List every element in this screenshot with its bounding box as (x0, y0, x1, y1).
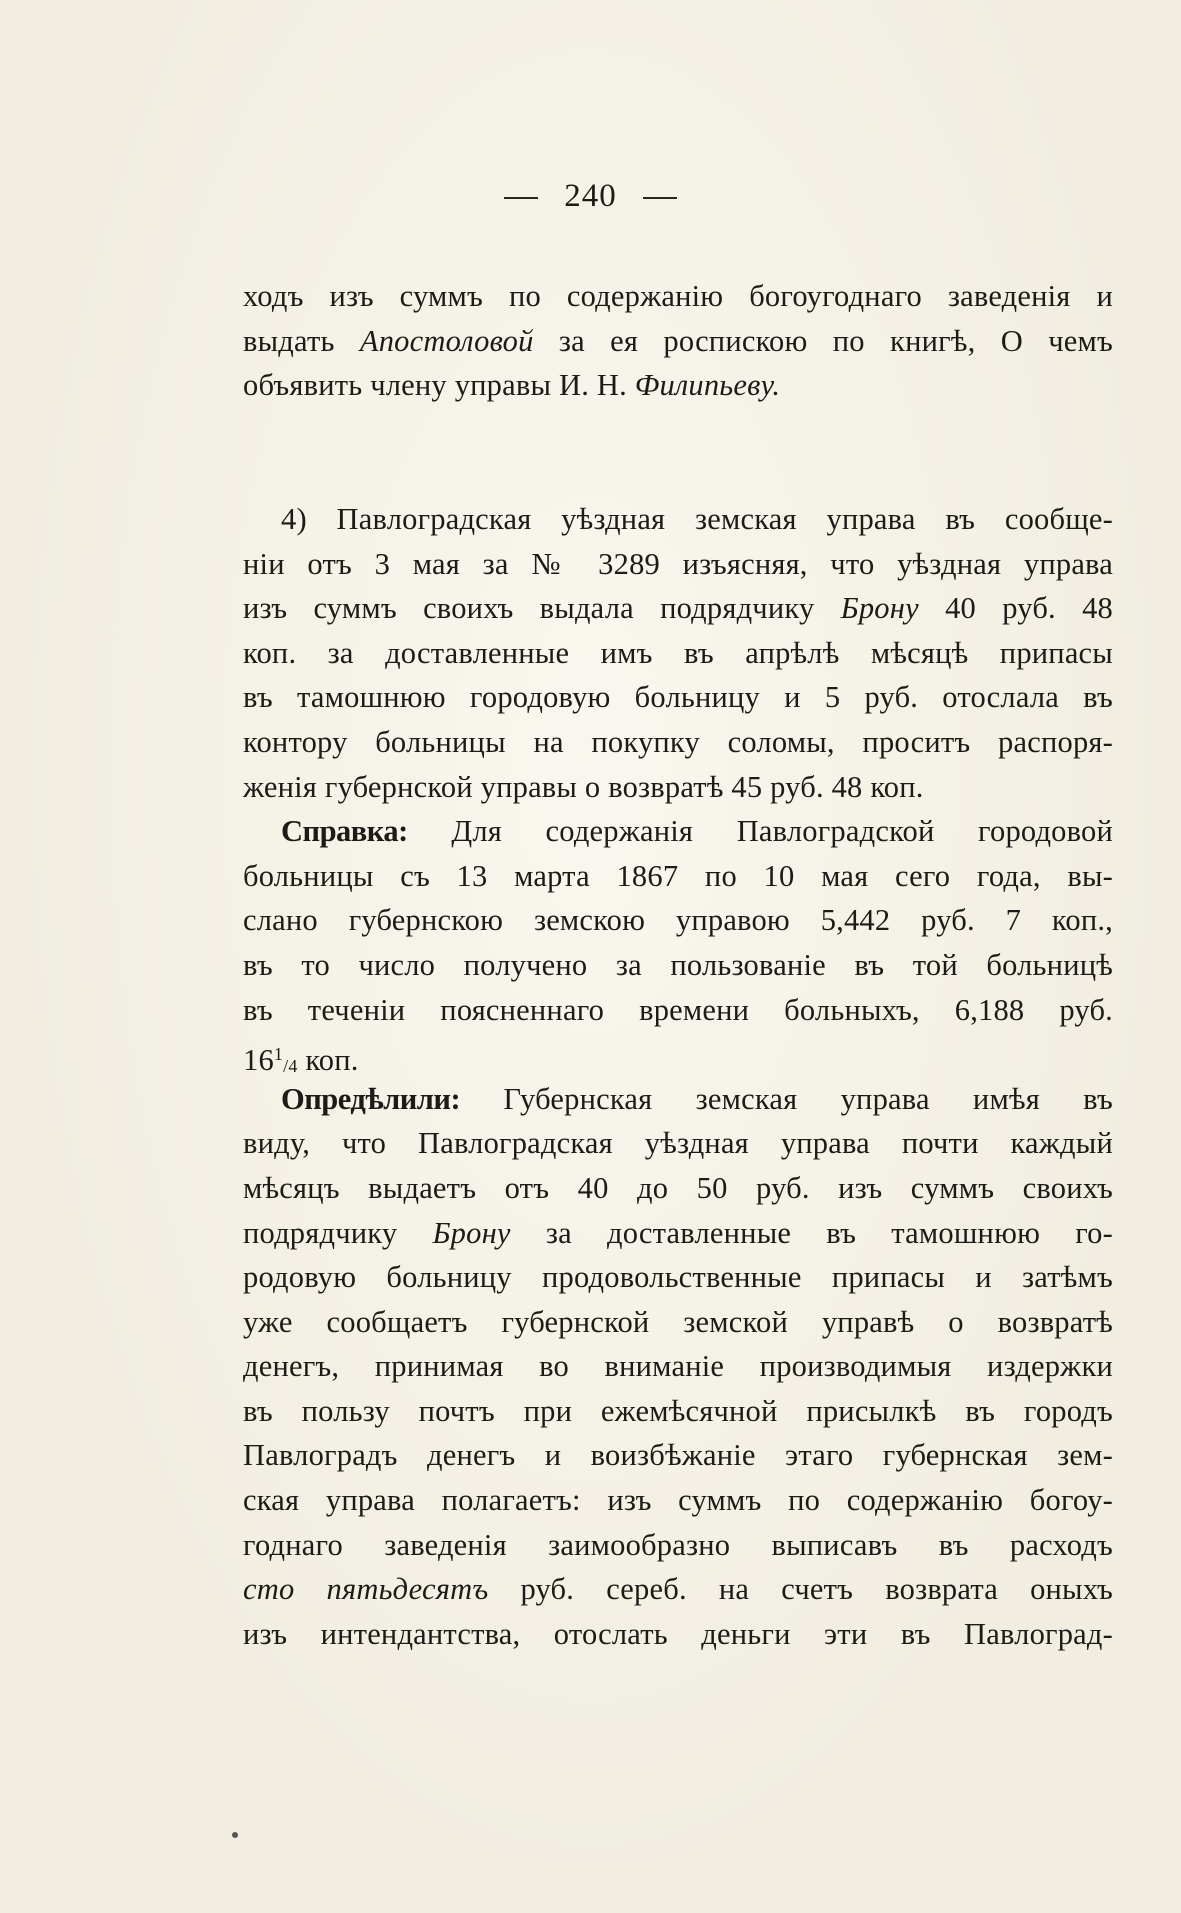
page-header (0, 178, 1181, 215)
text-line: въ то число получено за пользованіе въ той больницѣ (243, 947, 1113, 982)
text-line: мѣсяцъ выдаетъ отъ 40 до 50 руб. изъ суммъ своихъ (243, 1170, 1113, 1205)
text-line: годнаго заведенія заимообразно выписавъ въ расходъ (243, 1527, 1113, 1562)
text-line: ходъ изъ суммъ по содержанію богоугоднаго заведенія и (243, 279, 1113, 313)
text-run: коп. (297, 1043, 359, 1078)
text-line: изъ интендантства, отослать деньги эти въ Павлоград- (243, 1616, 1113, 1651)
text-run: за доставленные въ тамошнюю го- (510, 1215, 1113, 1250)
fraction-numerator: 1 (273, 1044, 284, 1065)
text-line (243, 1032, 1113, 1077)
text-line: коп. за доставленные имъ въ апрѣлѣ мѣсяцѣ припасы (243, 635, 1113, 670)
text-line: уже сообщаетъ губернской земской управѣ о возвратѣ (243, 1304, 1113, 1339)
text-line: денегъ, принимая во вниманіе производимыя издержки (243, 1349, 1113, 1384)
paragraph-4 (243, 497, 1113, 1656)
page-number: 240 (564, 178, 617, 214)
right-dash (643, 197, 677, 199)
text-line (243, 363, 1113, 408)
text-run: выдать (243, 323, 360, 358)
text-run: изъ суммъ своихъ выдала подрядчику (243, 591, 841, 626)
italic-name: Брону (432, 1215, 511, 1250)
text-line: слано губернскою земскою управою 5,442 руб. 7 коп., (243, 903, 1113, 938)
fraction-denominator: 4 (288, 1056, 298, 1077)
text-line (243, 1567, 1113, 1612)
italic-name: Филипьеву. (634, 368, 781, 403)
text-line: ская управа полагаетъ: изъ суммъ по содержанію богоу- (243, 1483, 1113, 1518)
italic-name: Брону (840, 591, 919, 626)
text-line: ніи отъ 3 мая за № 3289 изъясняя, что уѣздная управа (243, 546, 1113, 581)
text-run: Губернская земская управа имѣя въ (460, 1081, 1113, 1116)
text-run: за ея роспискою по книгѣ, О чемъ (533, 323, 1113, 358)
fraction-slash: / (283, 1056, 289, 1077)
text-line (243, 809, 1113, 854)
text-line (243, 1077, 1113, 1122)
text-line: 4) Павлоградская уѣздная земская управа въ сообще- (281, 502, 1113, 536)
text-run: 16 (243, 1043, 274, 1078)
opredelili-label: Опредѣлили: (281, 1081, 461, 1116)
spravka-label: Справка: (281, 814, 408, 849)
text-run: Для содержанія Павлоградской городовой (407, 814, 1113, 849)
text-line (243, 1211, 1113, 1256)
text-line: въ пользу почтъ при ежемѣсячной присылкѣ въ городъ (243, 1393, 1113, 1428)
text-run: объявить члену управы И. Н. (243, 368, 635, 403)
italic-name: Апостоловой (359, 323, 534, 358)
left-dash (504, 197, 538, 199)
text-line: женія губернской управы о возвратѣ 45 руб. 48 коп. (243, 769, 924, 804)
text-line: Павлоградъ денегъ и воизбѣжаніе этаго губернская зем- (243, 1438, 1113, 1473)
text-line: больницы съ 13 марта 1867 по 10 мая сего года, вы- (243, 858, 1113, 893)
text-line: родовую больницу продовольственные припасы и затѣмъ (243, 1260, 1113, 1295)
italic-amount: сто пятьдесятъ (243, 1572, 489, 1607)
text-line: въ тамошнюю городовую больницу и 5 руб. отослала въ (243, 680, 1113, 715)
text-line (243, 586, 1113, 631)
text-run: руб. сереб. на счетъ возврата оныхъ (488, 1572, 1113, 1607)
paragraph-continuation (243, 274, 1113, 408)
text-run: 40 руб. 48 (918, 591, 1114, 626)
text-line: въ теченіи поясненнаго времени больныхъ, 6,188 руб. (243, 992, 1113, 1027)
text-line: виду, что Павлоградская уѣздная управа почти каждый (243, 1126, 1113, 1161)
text-line: контору больницы на покупку соломы, проситъ распоря- (243, 724, 1113, 759)
text-line (243, 319, 1113, 364)
ink-speck (232, 1832, 238, 1838)
text-run: подрядчику (243, 1215, 433, 1250)
